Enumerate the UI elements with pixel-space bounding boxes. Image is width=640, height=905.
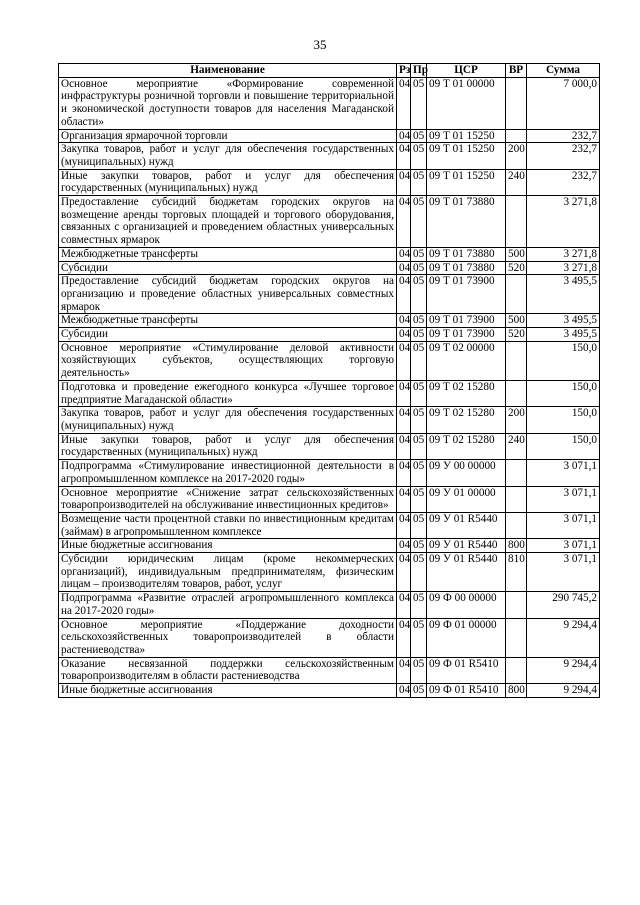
cell-csr: 09 Т 02 00000: [427, 341, 506, 380]
cell-pr: 05: [411, 380, 427, 406]
cell-csr: 09 Т 01 73900: [427, 275, 506, 314]
cell-vr: 520: [506, 261, 527, 275]
cell-vr: 240: [506, 169, 527, 195]
cell-csr: 09 Т 01 73900: [427, 314, 506, 328]
cell-sum: 3 495,5: [527, 328, 600, 342]
table-row: [59, 657, 600, 683]
table-row: [59, 512, 600, 538]
cell-name: Основное мероприятие «Стимулирование деловой активности хозяйствующих субъектов, осуществляющих торговую деятельность»: [59, 341, 397, 380]
table-header-row: [59, 64, 600, 78]
table-row: [59, 77, 600, 129]
cell-csr: 09 Т 01 15250: [427, 143, 506, 169]
cell-pr: 05: [411, 77, 427, 129]
cell-name: Возмещение части процентной ставки по инвестиционным кредитам (займам) в агропромышленном комплексе: [59, 512, 397, 538]
header-rz: Рз: [397, 64, 411, 78]
budget-table: [58, 63, 600, 698]
cell-vr: [506, 275, 527, 314]
table-row: [59, 592, 600, 618]
cell-sum: 232,7: [527, 129, 600, 143]
cell-pr: 05: [411, 328, 427, 342]
cell-name: Субсидии юридическим лицам (кроме некоммерческих организаций), индивидуальным предпринимателям, физическим лицам – производителям товаров, работ, услуг: [59, 553, 397, 592]
cell-pr: 05: [411, 592, 427, 618]
cell-sum: 150,0: [527, 407, 600, 433]
cell-name: Субсидии: [59, 328, 397, 342]
table-row: [59, 539, 600, 553]
cell-rz: 04: [397, 129, 411, 143]
cell-name: Подготовка и проведение ежегодного конкурса «Лучшее торговое предприятие Магаданской области»: [59, 380, 397, 406]
header-pr: Пр: [411, 64, 427, 78]
cell-rz: 04: [397, 169, 411, 195]
table-row: [59, 486, 600, 512]
cell-pr: 05: [411, 486, 427, 512]
header-vr: ВР: [506, 64, 527, 78]
cell-pr: 05: [411, 275, 427, 314]
cell-pr: 05: [411, 341, 427, 380]
cell-csr: 09 Т 01 73880: [427, 261, 506, 275]
table-row: [59, 684, 600, 698]
cell-rz: 04: [397, 407, 411, 433]
cell-rz: 04: [397, 314, 411, 328]
cell-sum: 3 071,1: [527, 486, 600, 512]
cell-rz: 04: [397, 618, 411, 657]
cell-vr: 520: [506, 328, 527, 342]
cell-csr: 09 Т 02 15280: [427, 433, 506, 459]
cell-name: Закупка товаров, работ и услуг для обеспечения государственных (муниципальных) нужд: [59, 143, 397, 169]
cell-sum: 3 495,5: [527, 314, 600, 328]
cell-csr: 09 У 01 00000: [427, 486, 506, 512]
cell-sum: 9 294,4: [527, 657, 600, 683]
cell-rz: 04: [397, 486, 411, 512]
cell-sum: 9 294,4: [527, 618, 600, 657]
cell-csr: 09 У 01 R5440: [427, 512, 506, 538]
table-row: [59, 169, 600, 195]
cell-sum: 7 000,0: [527, 77, 600, 129]
cell-vr: 240: [506, 433, 527, 459]
cell-pr: 05: [411, 129, 427, 143]
cell-vr: [506, 592, 527, 618]
cell-vr: [506, 486, 527, 512]
header-sum: Сумма: [527, 64, 600, 78]
cell-rz: 04: [397, 657, 411, 683]
cell-pr: 05: [411, 657, 427, 683]
cell-vr: [506, 341, 527, 380]
cell-pr: 05: [411, 261, 427, 275]
cell-csr: 09 Ф 01 R5410: [427, 684, 506, 698]
cell-vr: 500: [506, 247, 527, 261]
cell-rz: 04: [397, 592, 411, 618]
cell-name: Иные бюджетные ассигнования: [59, 684, 397, 698]
cell-csr: 09 Ф 00 00000: [427, 592, 506, 618]
table-row: [59, 314, 600, 328]
cell-sum: 290 745,2: [527, 592, 600, 618]
cell-pr: 05: [411, 460, 427, 486]
page-number: 35: [313, 37, 327, 52]
cell-sum: 3 495,5: [527, 275, 600, 314]
cell-name: Закупка товаров, работ и услуг для обеспечения государственных (муниципальных) нужд: [59, 407, 397, 433]
cell-csr: 09 Ф 01 00000: [427, 618, 506, 657]
cell-rz: 04: [397, 512, 411, 538]
cell-rz: 04: [397, 380, 411, 406]
cell-rz: 04: [397, 261, 411, 275]
cell-vr: [506, 129, 527, 143]
table-row: [59, 129, 600, 143]
cell-name: Субсидии: [59, 261, 397, 275]
cell-rz: 04: [397, 196, 411, 248]
cell-pr: 05: [411, 433, 427, 459]
cell-rz: 04: [397, 341, 411, 380]
cell-name: Предоставление субсидий бюджетам городских округов на возмещение аренды торговых площадей и торгового оборудования, связанных с организацией и проведением областных универсальных совместных ярмарок: [59, 196, 397, 248]
header-name: Наименование: [59, 64, 397, 78]
table-row: [59, 380, 600, 406]
cell-pr: 05: [411, 143, 427, 169]
cell-csr: 09 Т 01 15250: [427, 169, 506, 195]
cell-sum: 3 071,1: [527, 553, 600, 592]
cell-sum: 3 271,8: [527, 196, 600, 248]
cell-vr: 200: [506, 407, 527, 433]
cell-csr: 09 Т 01 00000: [427, 77, 506, 129]
cell-sum: 150,0: [527, 341, 600, 380]
cell-rz: 04: [397, 553, 411, 592]
cell-pr: 05: [411, 314, 427, 328]
cell-csr: 09 Т 01 73880: [427, 247, 506, 261]
cell-vr: 200: [506, 143, 527, 169]
cell-vr: [506, 460, 527, 486]
cell-rz: 04: [397, 275, 411, 314]
cell-vr: 800: [506, 539, 527, 553]
cell-name: Подпрограмма «Стимулирование инвестиционной деятельности в агропромышленном комплексе на 2017-2020 годы»: [59, 460, 397, 486]
cell-sum: 3 271,8: [527, 261, 600, 275]
cell-csr: 09 У 01 R5440: [427, 553, 506, 592]
cell-name: Организация ярмарочной торговли: [59, 129, 397, 143]
cell-pr: 05: [411, 407, 427, 433]
cell-name: Иные закупки товаров, работ и услуг для обеспечения государственных (муниципальных) нужд: [59, 169, 397, 195]
cell-vr: [506, 380, 527, 406]
cell-name: Предоставление субсидий бюджетам городских округов на организацию и проведение областных универсальных совместных ярмарок: [59, 275, 397, 314]
table-row: [59, 261, 600, 275]
cell-sum: 9 294,4: [527, 684, 600, 698]
cell-csr: 09 Т 01 15250: [427, 129, 506, 143]
cell-sum: 150,0: [527, 380, 600, 406]
cell-csr: 09 Т 02 15280: [427, 407, 506, 433]
table-row: [59, 247, 600, 261]
cell-name: Оказание несвязанной поддержки сельскохозяйственным товаропроизводителям в области растениеводства: [59, 657, 397, 683]
cell-vr: [506, 196, 527, 248]
cell-name: Иные бюджетные ассигнования: [59, 539, 397, 553]
table-row: [59, 143, 600, 169]
cell-csr: 09 Ф 01 R5410: [427, 657, 506, 683]
cell-sum: 3 071,1: [527, 512, 600, 538]
cell-name: Иные закупки товаров, работ и услуг для обеспечения государственных (муниципальных) нужд: [59, 433, 397, 459]
cell-sum: 3 071,1: [527, 539, 600, 553]
cell-rz: 04: [397, 77, 411, 129]
cell-name: Межбюджетные трансферты: [59, 314, 397, 328]
cell-sum: 3 271,8: [527, 247, 600, 261]
cell-name: Межбюджетные трансферты: [59, 247, 397, 261]
table-row: [59, 460, 600, 486]
cell-sum: 150,0: [527, 433, 600, 459]
cell-rz: 04: [397, 539, 411, 553]
cell-vr: [506, 618, 527, 657]
table-row: [59, 553, 600, 592]
table-row: [59, 275, 600, 314]
cell-vr: 500: [506, 314, 527, 328]
cell-vr: 800: [506, 684, 527, 698]
cell-rz: 04: [397, 328, 411, 342]
cell-csr: 09 Т 01 73880: [427, 196, 506, 248]
cell-rz: 04: [397, 684, 411, 698]
cell-name: Основное мероприятие «Поддержание доходности сельскохозяйственных товаропроизводителей в области растениеводства»: [59, 618, 397, 657]
header-csr: ЦСР: [427, 64, 506, 78]
cell-pr: 05: [411, 539, 427, 553]
cell-vr: [506, 512, 527, 538]
cell-rz: 04: [397, 143, 411, 169]
table-body: [59, 77, 600, 697]
cell-pr: 05: [411, 196, 427, 248]
cell-name: Основное мероприятие «Снижение затрат сельскохозяйственных товаропроизводителей на обслуживание инвестиционных кредитов»: [59, 486, 397, 512]
cell-name: Подпрограмма «Развитие отраслей агропромышленного комплекса на 2017-2020 годы»: [59, 592, 397, 618]
cell-pr: 05: [411, 618, 427, 657]
cell-csr: 09 У 00 00000: [427, 460, 506, 486]
cell-sum: 232,7: [527, 169, 600, 195]
cell-rz: 04: [397, 433, 411, 459]
cell-pr: 05: [411, 553, 427, 592]
cell-sum: 232,7: [527, 143, 600, 169]
table-row: [59, 328, 600, 342]
table-row: [59, 618, 600, 657]
cell-pr: 05: [411, 169, 427, 195]
cell-rz: 04: [397, 247, 411, 261]
cell-pr: 05: [411, 684, 427, 698]
table-row: [59, 341, 600, 380]
table-row: [59, 407, 600, 433]
cell-rz: 04: [397, 460, 411, 486]
cell-sum: 3 071,1: [527, 460, 600, 486]
cell-vr: [506, 77, 527, 129]
table-row: [59, 196, 600, 248]
cell-csr: 09 У 01 R5440: [427, 539, 506, 553]
cell-vr: [506, 657, 527, 683]
table-row: [59, 433, 600, 459]
cell-pr: 05: [411, 512, 427, 538]
cell-name: Основное мероприятие «Формирование современной инфраструктуры розничной торговли и повышение территориальной и экономической доступности товаров для населения Магаданской области»: [59, 77, 397, 129]
cell-csr: 09 Т 01 73900: [427, 328, 506, 342]
cell-vr: 810: [506, 553, 527, 592]
cell-csr: 09 Т 02 15280: [427, 380, 506, 406]
cell-pr: 05: [411, 247, 427, 261]
